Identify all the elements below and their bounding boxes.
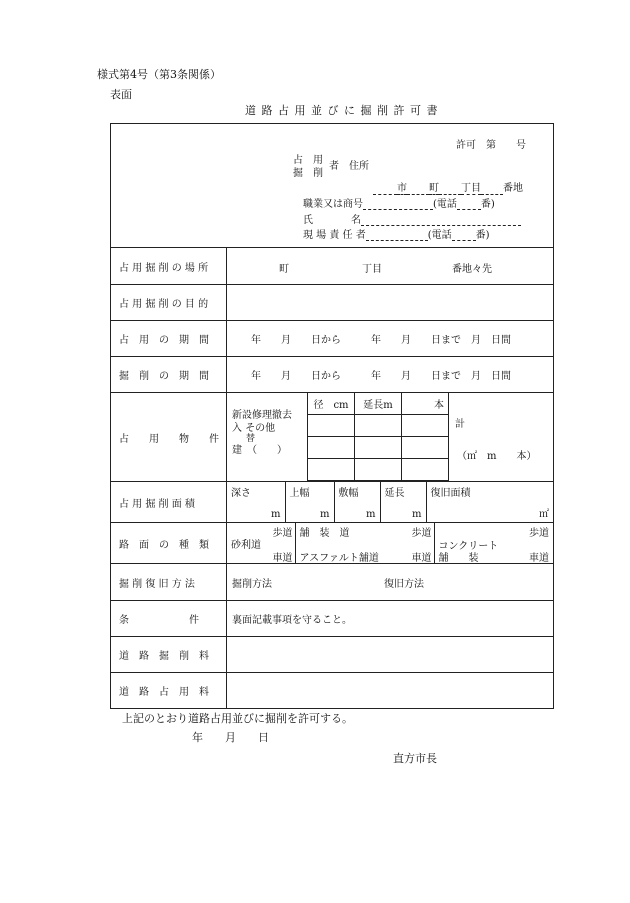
name-line (303, 211, 521, 226)
occupy-fee-label-cell (111, 673, 227, 709)
condition-label: 条 件 (119, 615, 199, 626)
top-width-unit: m (320, 509, 330, 520)
occupy-period-text: 年 月 日から 年 月 日まで 月 日間 (251, 335, 511, 346)
purpose-label: 占 用 掘 削 の 目 的 (119, 299, 209, 310)
location-chome: 丁目 (362, 264, 382, 275)
restore-area-unit: ㎡ (539, 509, 549, 520)
address-label: 住所 (349, 161, 369, 172)
area-cell[interactable] (227, 482, 554, 523)
object-type-4: 替 (246, 434, 256, 444)
surface-label: 路 面 の 種 類 (119, 539, 209, 551)
phone-label-2: (電話 (427, 230, 452, 241)
phone-suffix-2: 番) (475, 230, 490, 241)
method-cell[interactable] (227, 564, 554, 601)
object-type-2: 入 (232, 423, 242, 434)
restore-area-label: 復旧面積 (430, 488, 471, 499)
gravel-cell[interactable] (227, 523, 295, 563)
header-length: 延長m (355, 393, 402, 415)
condition-text: 裏面記載事項を守ること。 (232, 615, 352, 626)
paved-roadway: 車道 (411, 553, 432, 564)
banchi-label: 番地 (503, 183, 523, 194)
grid-cell[interactable] (308, 437, 355, 459)
top-width-cell[interactable] (285, 482, 334, 522)
length-cell[interactable] (380, 482, 426, 522)
dig-method-label: 掘削方法 (232, 579, 272, 590)
dig-period-label-cell (111, 357, 227, 393)
phone-label: (電話 (433, 199, 457, 210)
dig-period-label: 掘 削 の 期 間 (119, 371, 209, 382)
concrete-roadway: 車道 (529, 553, 549, 564)
concrete-sidewalk: 歩道 (529, 528, 549, 539)
occupy-period-label-cell (111, 321, 227, 357)
object-type-5: 建 （ ） (232, 445, 287, 456)
purpose-label-cell (111, 285, 227, 321)
condition-cell[interactable] (227, 601, 554, 637)
object-label: 占 用 物 件 (119, 433, 219, 445)
chome-label: 丁目 (461, 183, 481, 194)
surface-cell[interactable] (227, 523, 554, 564)
gravel-roadway: 車道 (272, 553, 293, 564)
area-grid (227, 482, 553, 522)
applicant-label: 者 (329, 161, 339, 172)
object-type-3: その他 (245, 423, 276, 434)
depth-label: 深さ (231, 488, 251, 499)
depth-cell[interactable] (227, 482, 285, 522)
location-label: 占 用 掘 削 の 場 所 (119, 262, 209, 274)
location-banchi: 番地々先 (452, 264, 492, 275)
concrete-label: コンクリート (438, 541, 499, 552)
town-label: 町 (429, 183, 439, 194)
dig-fee-cell[interactable] (227, 637, 554, 673)
permit-form (110, 123, 554, 709)
asphalt-label: アスファルト舗道 (299, 553, 379, 564)
bottom-width-label: 敷幅 (338, 488, 359, 499)
occupy-label: 占 用 (293, 155, 323, 166)
header-count: 本 (402, 393, 449, 415)
address-line (373, 179, 523, 195)
paved-label: 舗 装 道 (299, 528, 350, 539)
paved-cell[interactable] (295, 523, 434, 563)
top-width-label: 上幅 (289, 488, 310, 499)
restore-method-label: 復旧方法 (384, 579, 424, 590)
occupation-label: 職業又は商号 (303, 199, 363, 210)
occupy-fee-cell[interactable] (227, 673, 554, 709)
location-town: 町 (279, 264, 289, 275)
object-grid (307, 392, 449, 481)
phone-suffix: 番) (480, 199, 495, 210)
method-label-cell (111, 564, 227, 601)
object-cell[interactable] (227, 393, 554, 482)
dig-fee-label: 道 路 掘 削 料 (119, 651, 209, 662)
grid-cell[interactable] (402, 437, 449, 459)
applicant-section (111, 124, 554, 248)
concrete-cell[interactable] (434, 523, 553, 563)
occupy-period-label: 占 用 の 期 間 (119, 335, 209, 346)
object-type-1: 新設修理撤去 (232, 410, 292, 421)
grid-cell[interactable] (402, 415, 449, 437)
city-label: 市 (397, 183, 407, 194)
permit-number: 許可 第 号 (456, 140, 526, 151)
dig-label: 掘 削 (293, 168, 323, 179)
header-diameter: 径 cm (308, 393, 355, 415)
form-number: 様式第4号（第3条関係） (97, 68, 221, 81)
object-total-units: （㎡ m 本） (457, 451, 537, 462)
page-title: 道 路 占 用 並 び に 掘 削 許 可 書 (245, 104, 439, 117)
occupy-fee-label: 道 路 占 用 料 (119, 687, 209, 698)
method-label: 掘 削 復 旧 方 法 (119, 578, 195, 590)
depth-unit: m (271, 509, 281, 520)
restore-area-cell[interactable] (426, 482, 553, 522)
occupation-line (303, 195, 495, 210)
gravel-label: 砂利道 (231, 540, 261, 551)
grid-cell[interactable] (355, 459, 402, 481)
grid-cell[interactable] (402, 459, 449, 481)
grid-cell[interactable] (355, 415, 402, 437)
concrete-label-2: 舗 装 (438, 553, 479, 564)
length-label: 延長 (384, 488, 405, 499)
surface-label-cell (111, 523, 227, 564)
name-label-2: 名 (351, 215, 361, 226)
object-label-cell (111, 393, 227, 482)
bottom-width-unit: m (366, 509, 376, 520)
site-manager-label: 現 場 責 任 者 (303, 230, 366, 241)
site-manager-line (303, 226, 490, 241)
dig-period-text: 年 月 日から 年 月 日まで 月 日間 (251, 371, 511, 382)
length-unit: m (412, 509, 422, 520)
area-label: 占 用 掘 削 面 積 (119, 498, 195, 510)
bottom-width-cell[interactable] (334, 482, 380, 522)
permit-date: 年 月 日 (192, 731, 269, 744)
grid-cell[interactable] (308, 415, 355, 437)
area-label-cell (111, 482, 227, 523)
dig-period-cell[interactable] (227, 357, 554, 393)
dig-fee-label-cell (111, 637, 227, 673)
grid-cell[interactable] (308, 459, 355, 481)
surface-grid (227, 523, 553, 563)
name-label-1: 氏 (303, 215, 313, 226)
occupy-period-cell[interactable] (227, 321, 554, 357)
purpose-cell[interactable] (227, 285, 554, 321)
gravel-sidewalk: 歩道 (272, 528, 293, 539)
side-label: 表面 (110, 88, 132, 101)
paved-sidewalk: 歩道 (411, 528, 432, 539)
object-types (232, 409, 292, 457)
condition-label-cell (111, 601, 227, 637)
object-total-label: 計 (455, 419, 465, 430)
location-cell[interactable] (227, 248, 554, 285)
grid-cell[interactable] (355, 437, 402, 459)
mayor-signature: 直方市長 (393, 752, 437, 765)
location-label-cell (111, 248, 227, 285)
permit-statement: 上記のとおり道路占用並びに掘削を許可する。 (122, 712, 353, 725)
